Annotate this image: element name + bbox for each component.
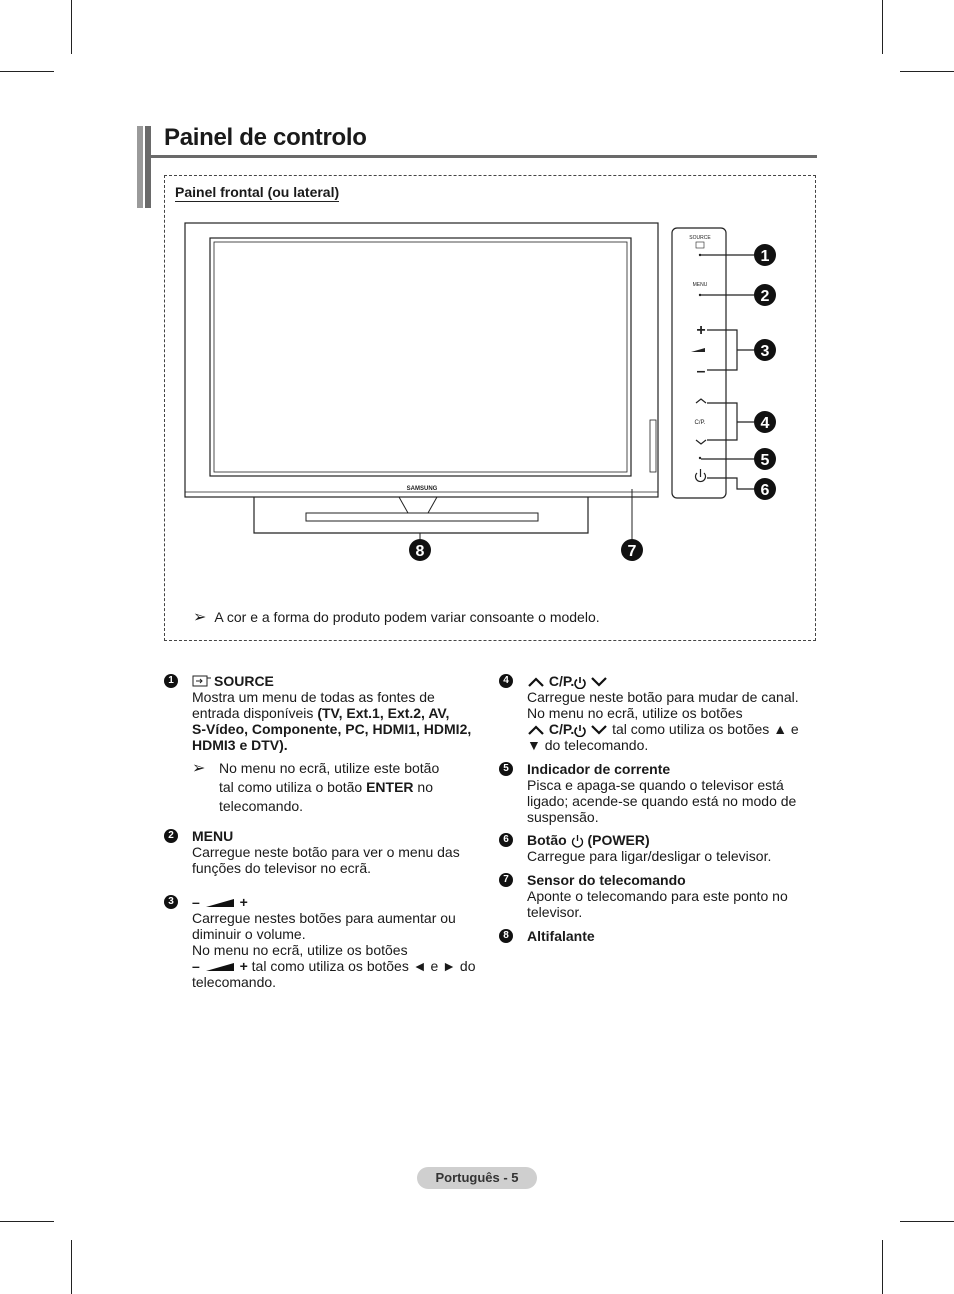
page-number-badge: Português - 5 bbox=[417, 1167, 537, 1189]
list-item: 1 SOURCE Mostra um menu de todas as fontes de entrada disponíveis (TV, Ext.1, Ext.2, AV, S-Vídeo, Componente, PC, HDMI1, HDMI2, HDMI3 e DTV). ➢ No menu no ecrã, utilize este botão tal como utiliza o botão ENTER no telecomando. bbox=[164, 673, 484, 816]
item-number: 5 bbox=[499, 762, 513, 776]
item-number: 7 bbox=[499, 873, 513, 887]
crop-mark bbox=[900, 1221, 954, 1222]
power-icon bbox=[574, 724, 586, 737]
item-number: 2 bbox=[164, 829, 178, 843]
callout-3 bbox=[754, 339, 776, 361]
chevron-down-icon bbox=[590, 677, 608, 687]
list-item: 3 – + Carregue nestes botões para aumentar ou diminuir o volume. No menu no ecrã, utilize os botões – + tal como utiliza os botões ◄ e ► do telecomando. bbox=[164, 894, 484, 990]
svg-text:–: – bbox=[696, 363, 706, 380]
page-title: Painel de controlo bbox=[164, 124, 367, 151]
chevron-down-icon bbox=[590, 725, 608, 735]
item-number: 3 bbox=[164, 895, 178, 909]
item-number: 1 bbox=[164, 674, 178, 688]
list-item: 5 Indicador de corrente Pisca e apaga-se quando o televisor está ligado; acende-se quando está no modo de suspensão. bbox=[499, 761, 819, 825]
svg-text:C/P.: C/P. bbox=[694, 420, 706, 426]
figure-note: ➢ A cor e a forma do produto podem variar consoante o modelo. bbox=[193, 609, 600, 626]
header-bar bbox=[145, 126, 151, 208]
item-number: 8 bbox=[499, 929, 513, 943]
list-item: 7 Sensor do telecomando Aponte o telecomando para este ponto no televisor. bbox=[499, 872, 819, 920]
svg-text:4: 4 bbox=[760, 415, 770, 432]
left-column bbox=[164, 673, 484, 1002]
callout-5 bbox=[754, 448, 776, 470]
crop-mark bbox=[900, 71, 954, 72]
note-arrow-icon: ➢ bbox=[193, 609, 207, 626]
svg-text:8: 8 bbox=[415, 543, 425, 560]
tv-illustration bbox=[164, 210, 816, 580]
list-item: 6 Botão (POWER) Carregue para ligar/desligar o televisor. bbox=[499, 832, 819, 864]
crop-mark bbox=[71, 1240, 72, 1294]
svg-text:7: 7 bbox=[627, 543, 637, 560]
item-note: ➢ No menu no ecrã, utilize este botão tal como utiliza o botão ENTER no telecomando. bbox=[192, 760, 440, 814]
callout-8 bbox=[409, 539, 431, 561]
note-arrow-icon: ➢ bbox=[192, 760, 206, 777]
side-buttons-strip bbox=[650, 420, 656, 472]
callout-1 bbox=[754, 244, 776, 266]
power-icon bbox=[574, 676, 586, 689]
right-column bbox=[499, 673, 819, 956]
power-icon bbox=[571, 834, 584, 848]
source-input-icon bbox=[192, 675, 212, 687]
header-rule bbox=[151, 155, 817, 158]
svg-text:3: 3 bbox=[760, 343, 770, 360]
item-number: 6 bbox=[499, 833, 513, 847]
brand-logo: SAMSUNG bbox=[406, 486, 438, 492]
svg-text:6: 6 bbox=[760, 482, 770, 499]
crop-mark bbox=[0, 1221, 54, 1222]
speaker-bar bbox=[306, 513, 538, 521]
svg-text:+: + bbox=[696, 322, 706, 339]
volume-icon bbox=[204, 962, 236, 972]
chevron-up-icon bbox=[527, 725, 545, 735]
figure-subtitle: Painel frontal (ou lateral) bbox=[175, 184, 340, 200]
header-bar bbox=[137, 126, 143, 208]
svg-text:5: 5 bbox=[760, 452, 770, 469]
svg-text:MENU: MENU bbox=[692, 282, 708, 288]
tv-screen bbox=[210, 238, 631, 476]
list-item: 8 Altifalante bbox=[499, 928, 819, 944]
callout-7 bbox=[621, 539, 643, 561]
list-item: 4 C/P. Carregue neste botão para mudar de canal. No menu no ecrã, utilize os botões C/P. tal como utiliza os botões ▲ e ▼ do telecomando. bbox=[499, 673, 819, 753]
item-number: 4 bbox=[499, 674, 513, 688]
callout-2 bbox=[754, 284, 776, 306]
svg-text:2: 2 bbox=[760, 288, 770, 305]
crop-mark bbox=[882, 0, 883, 54]
volume-icon bbox=[204, 898, 236, 908]
crop-mark bbox=[882, 1240, 883, 1294]
callout-4 bbox=[754, 411, 776, 433]
crop-mark bbox=[71, 0, 72, 54]
svg-text:1: 1 bbox=[760, 248, 770, 265]
list-item: 2 MENU Carregue neste botão para ver o menu das funções do televisor no ecrã. bbox=[164, 828, 484, 876]
crop-mark bbox=[0, 71, 54, 72]
svg-text:SOURCE: SOURCE bbox=[689, 235, 711, 241]
chevron-up-icon bbox=[527, 677, 545, 687]
callout-6 bbox=[754, 478, 776, 500]
